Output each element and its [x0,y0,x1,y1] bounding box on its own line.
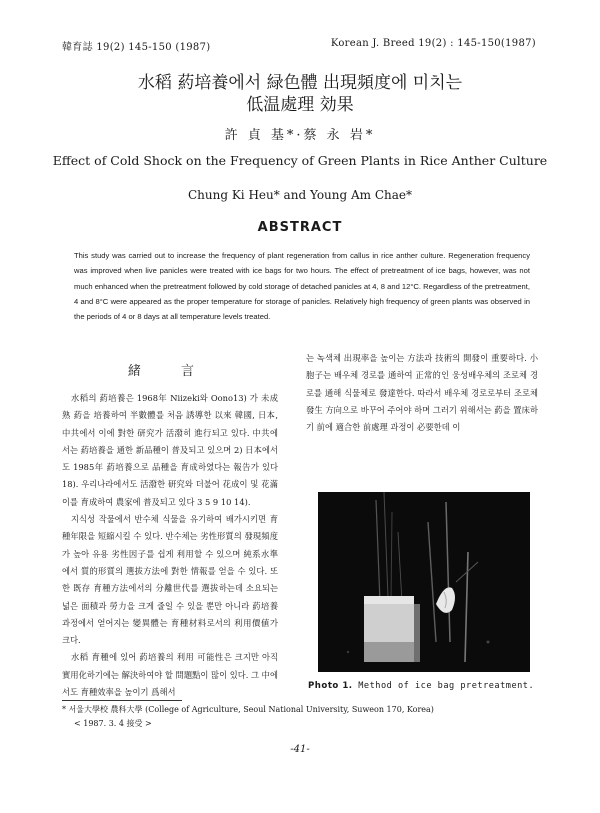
photo-illustration [318,492,530,672]
authors-english: Chung Ki Heu* and Young Am Chae* [187,188,413,202]
page-number: -41- [290,744,310,755]
left-column [62,390,278,701]
footnote-received-date: < 1987. 3. 4 接受 > [74,719,152,728]
photo-caption-text: Method of ice bag pretreatment. [352,681,535,691]
journal-header-ko: 韓育誌 19(2) 145-150 (1987) [62,42,211,53]
abstract-heading: ABSTRACT [257,220,343,235]
journal-header-en: Korean J. Breed 19(2) : 145-150(1987) [330,38,536,49]
title-korean-line2: 低温處理 効果 [246,95,354,115]
footnote-affiliation: * 서울大學校 農科大學 (College of Agriculture, Seoul National University, Suweon 170, Korea) [62,705,434,714]
right-column-text: 는 녹색체 出現率을 높이는 方法과 技術의 開發이 重要하다. 小胞子는 배우체 경로를 通하여 正常的인 웅성배우체의 조로체 경로를 通해 식물체로 發達한다. 따라서 배우체 경로로부터 조로체 發生 方向으로 바꾸어 주어야 하며 그러기 위해서는 葯을 置床하기 前에 適合한 前處理 과정이 必要한데 이 [306,353,538,433]
photo-ice-bag-pretreatment [318,492,530,672]
photo-label: Photo 1. [308,681,353,691]
intro-paragraph-1: 水稻의 葯培養은 1968年 Niizeki와 Oono13) 가 未成熟 葯을 培養하여 半數體를 처음 誘導한 以來 韓國, 日本, 中共에서 이에 對한 研究가 活潑히 進行되고 있다. 中共에서는 葯培養을 通한 新品種이 普及되고 있으며 2) 日本에서도 1985年 葯培養으로 品種을 育成하였다는 報告가 있다 18). 우리나라에서도 活潑한 研究와 더불어 花成이 및 花滿이를 育成하여 農家에 普及되고 있다 3 5 9 10 14). [62,393,278,507]
authors-korean: 許 貞 基*·蔡 永 岩* [224,128,376,143]
footnote [62,703,542,731]
intro-paragraph-3: 水稻 育種에 있어 葯培養의 利用 可能性은 크지만 아직 實用化하기에는 解決하여야 할 問題點이 많이 있다. 그 中에서도 育種效率을 높이기 爲해서 [62,652,278,698]
section-heading: 緒 言 [127,364,213,379]
title-english: Effect of Cold Shock on the Frequency of Green Plants in Rice Anther Culture [52,153,548,168]
footnote-rule [62,700,182,701]
title-korean-line1: 水稻 葯培養에서 緑色體 出現頻度에 미치는 [137,73,463,93]
intro-paragraph-2: 지식성 작물에서 반수체 식물을 유기하여 배가시키면 育種年限을 短縮시킬 수 있다. 반수체는 劣性形質의 發現頻度가 높아 유용 劣性因子를 쉽게 利用할 수 있으며 純系水準에서 質的形質의 選拔方法에 對한 情報를 얻을 수 있다. 또한 既存 育種方法에서의 分離世代를 選拔하는데 소요되는 넓은 面積과 勞力을 크게 줄일 수 있을 뿐만 아니라 葯培養 과정에서 얻어지는 變異體는 育種材料로서의 利用價値가 크다. [62,514,278,646]
photo-caption [308,681,538,691]
abstract-body: This study was carried out to increase the frequency of plant regeneration from callus in rice anther culture. Regeneration frequency was improved when live panicles were treated with ice bags for two hours. The effect of pretreatment of ice bags, however, was not much enhanced when the pretreatment followed by cold storage of detached panicles at 4, 8 and 12°C. Regardless of the pretreatment, 4 and 8°C were appeared as the proper temperature for storage of panicles. Relatively high frequency of green plants was observed in the periods of 4 or 8 days at all temperature levels treated. [74,251,530,322]
title-korean [0,72,600,116]
